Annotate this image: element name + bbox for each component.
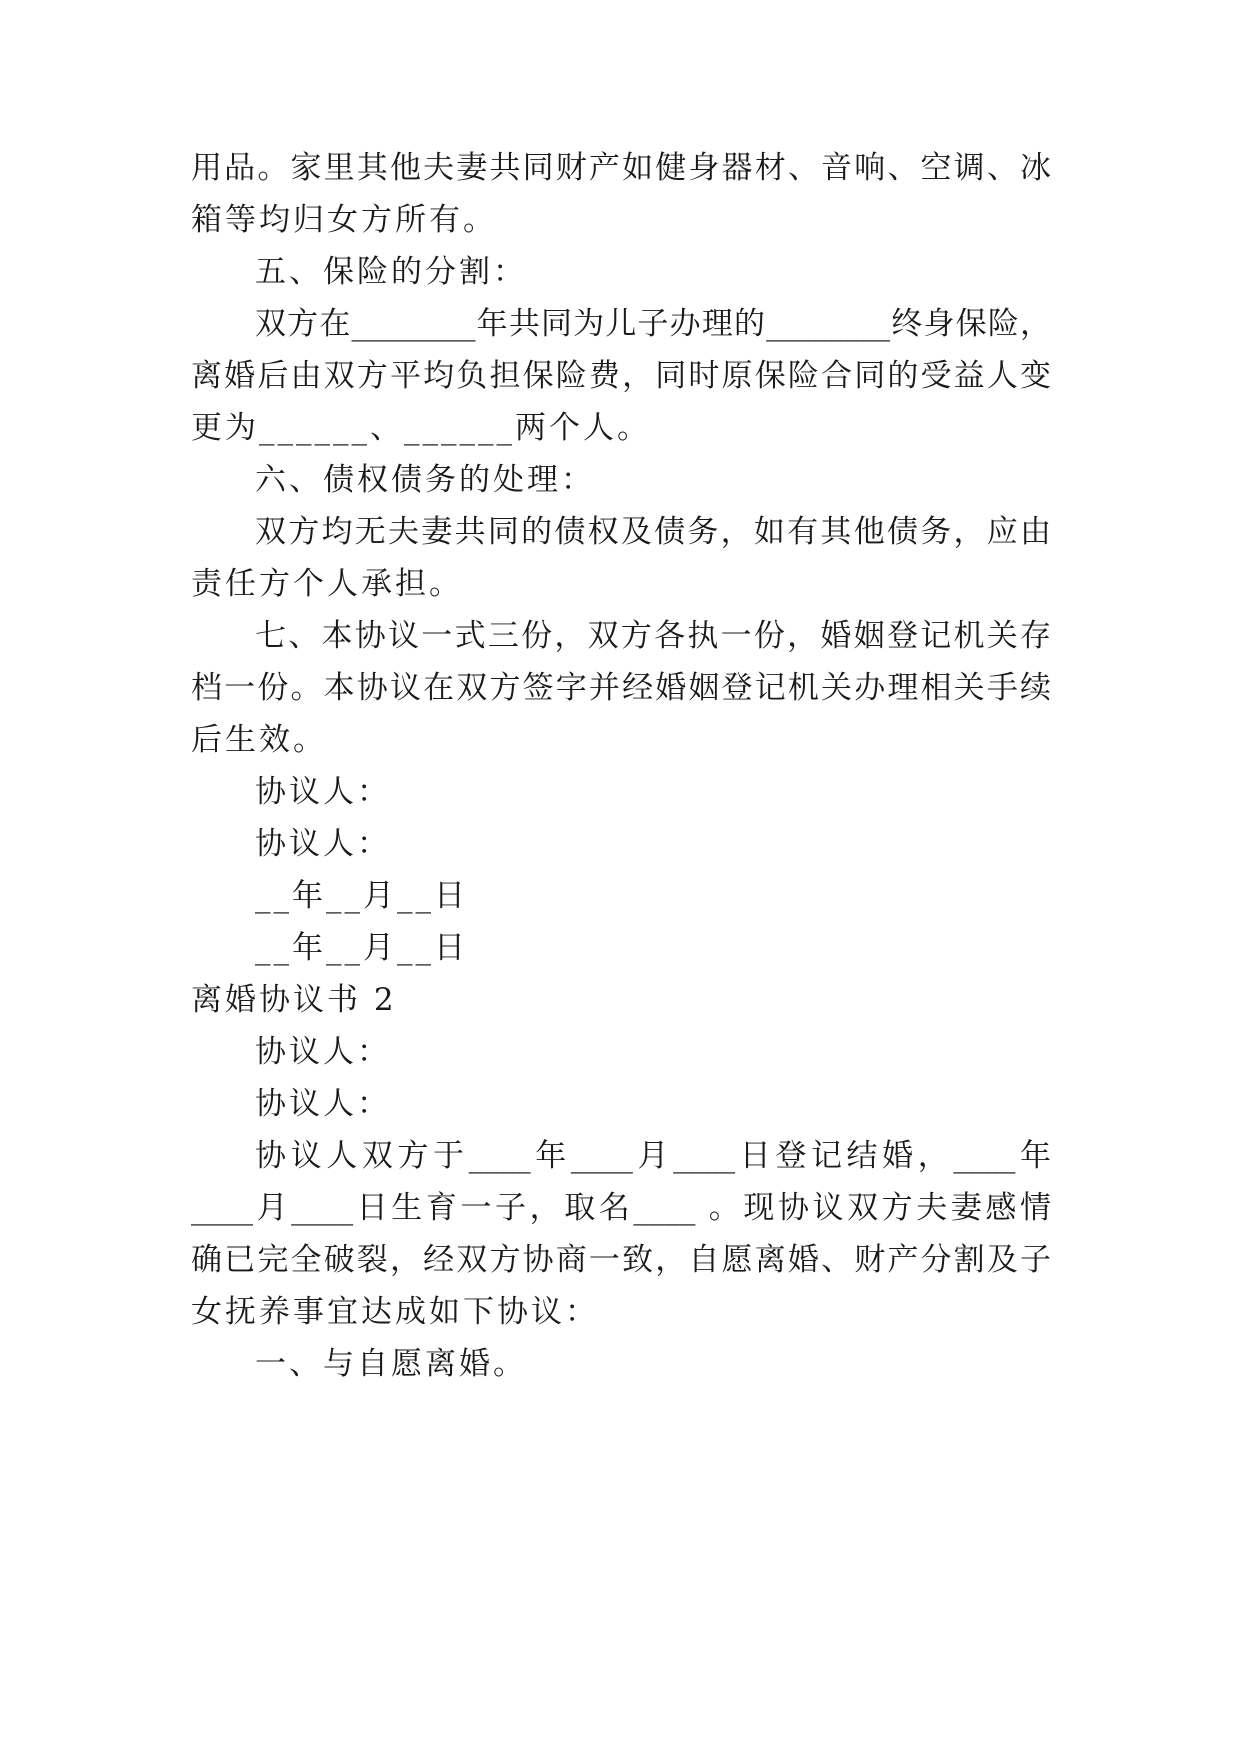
date-line: __年__月__日: [255, 930, 468, 966]
paragraph-line: 女抚养事宜达成如下协议：: [191, 1294, 599, 1330]
paragraph-line: 确已完全破裂，经双方协商一致，自愿离婚、财产分割及子: [191, 1242, 1051, 1278]
signature-label: 协议人：: [255, 826, 391, 862]
paragraph-line: 离婚后由双方平均负担保险费，同时原保险合同的受益人变: [191, 358, 1051, 394]
paragraph-line: ____月____日生育一子，取名____ 。现协议双方夫妻感情: [191, 1190, 1051, 1226]
paragraph-line: 协议人双方于____年____月____日登记结婚，____年: [255, 1138, 1051, 1174]
paragraph-line: 双方在________年共同为儿子办理的________终身保险，: [255, 306, 1051, 342]
paragraph-line: 更为______、______两个人。: [191, 410, 651, 446]
paragraph-line: 七、本协议一式三份，双方各执一份，婚姻登记机关存: [255, 618, 1051, 654]
paragraph-line: 责任方个人承担。: [191, 566, 463, 602]
signature-label: 协议人：: [255, 774, 391, 810]
document-title: 离婚协议书 2: [191, 982, 397, 1018]
date-line: __年__月__日: [255, 878, 468, 914]
signature-label: 协议人：: [255, 1034, 391, 1070]
paragraph-line: 后生效。: [191, 722, 327, 758]
paragraph-line: 用品。家里其他夫妻共同财产如健身器材、音响、空调、冰: [191, 150, 1051, 186]
paragraph-line: 双方均无夫妻共同的债权及债务，如有其他债务，应由: [255, 514, 1051, 550]
paragraph-line: 箱等均归女方所有。: [191, 202, 497, 238]
paragraph-line: 档一份。本协议在双方签字并经婚姻登记机关办理相关手续: [191, 670, 1051, 706]
section-heading: 五、保险的分割：: [255, 254, 527, 290]
section-heading: 六、债权债务的处理：: [255, 462, 595, 498]
signature-label: 协议人：: [255, 1086, 391, 1122]
section-heading: 一、与自愿离婚。: [255, 1346, 527, 1382]
